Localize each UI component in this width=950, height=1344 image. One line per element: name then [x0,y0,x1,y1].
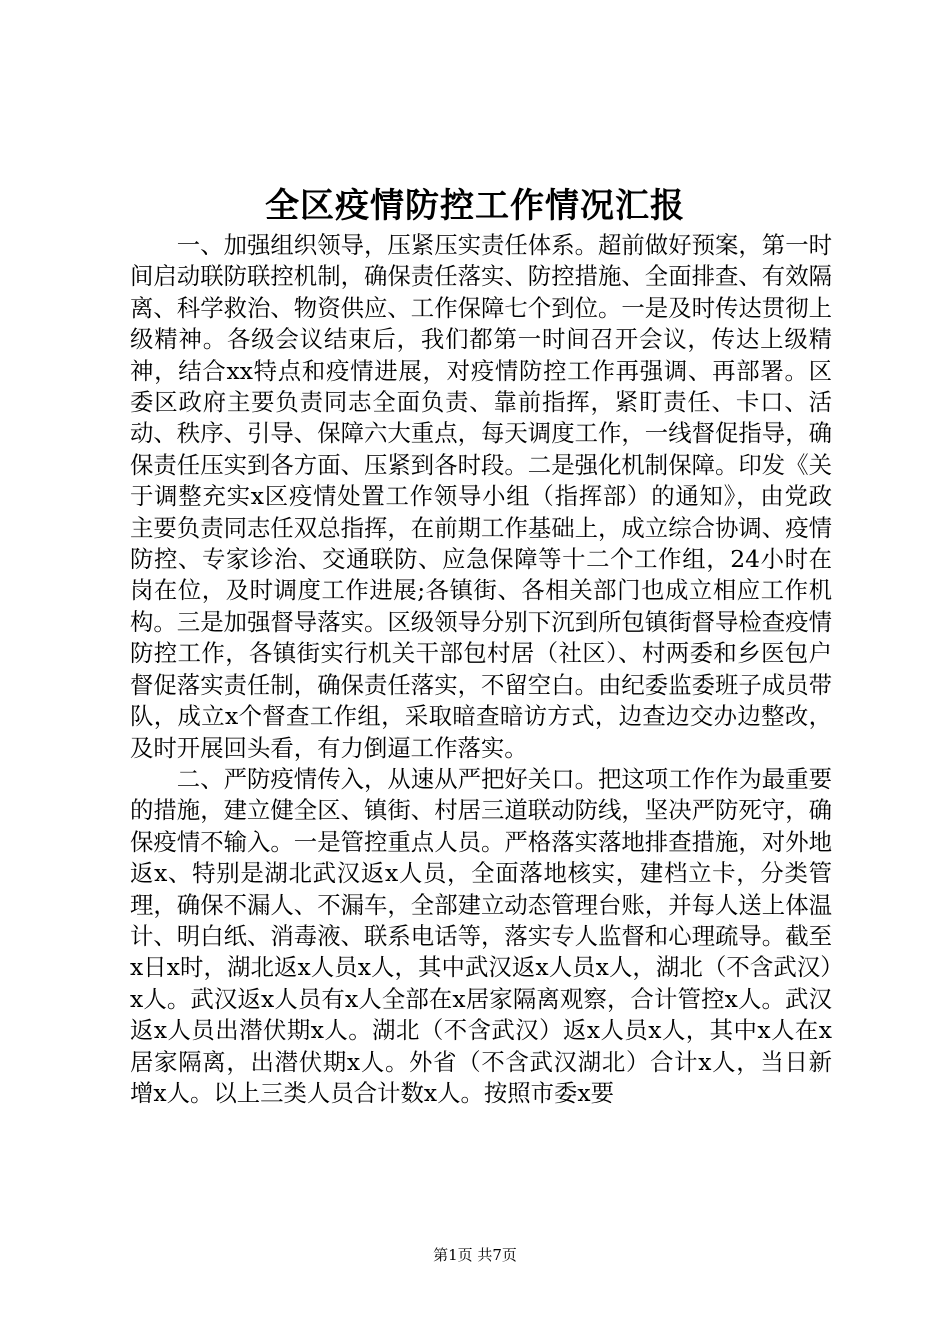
paragraph-1: 一、加强组织领导，压紧压实责任体系。超前做好预案，第一时间启动联防联控机制，确保责任落实、防控措施、全面排查、有效隔离、科学救治、物资供应、工作保障七个到位。一是及时传达贯彻上级精神。各级会议结束后，我们都第一时间召开会议，传达上级精神，结合xx特点和疫情进展，对疫情防控工作再强调、再部署。区委区政府主要负责同志全面负责、靠前指挥，紧盯责任、卡口、活动、秩序、引导、保障六大重点，每天调度工作，一线督促指导，确保责任压实到各方面、压紧到各时段。二是强化机制保障。印发《关于调整充实x区疫情处置工作领导小组（指挥部）的通知》，由党政主要负责同志任双总指挥，在前期工作基础上，成立综合协调、疫情防控、专家诊治、交通联防、应急保障等十二个工作组，24小时在岗在位，及时调度工作进展;各镇街、各相关部门也成立相应工作机构。三是加强督导落实。区级领导分别下沉到所包镇街督导检查疫情防控工作，各镇街实行机关干部包村居（社区）、村两委和乡医包户督促落实责任制，确保责任落实，不留空白。由纪委监委班子成员带队，成立x个督查工作组，采取暗查暗访方式，边查边交办边整改，及时开展回头看，有力倒逼工作落实。 [130,231,832,762]
document-body [130,230,832,1109]
page-number-footer: 第1页 共7页 [433,1246,517,1264]
paragraph-2: 二、严防疫情传入，从速从严把好关口。把这项工作作为最重要的措施，建立健全区、镇街、村居三道联动防线，坚决严防死守，确保疫情不输入。一是管控重点人员。严格落实落地排查措施，对外地返x、特别是湖北武汉返x人员，全面落地核实，建档立卡，分类管理，确保不漏人、不漏车，全部建立动态管理台账，并每人送上体温计、明白纸、消毒液、联系电话等，落实专人监督和心理疏导。截至x日x时，湖北返x人员x人，其中武汉返x人员x人，湖北（不含武汉）x人。武汉返x人员有x人全部在x居家隔离观察，合计管控x人。武汉返x人员出潜伏期x人。湖北（不含武汉）返x人员x人，其中x人在x居家隔离，出潜伏期x人。外省（不含武汉湖北）合计x人，当日新增x人。以上三类人员合计数x人。按照市委x要 [130,764,832,1107]
document-title: 全区疫情防控工作情况汇报 [265,186,685,226]
